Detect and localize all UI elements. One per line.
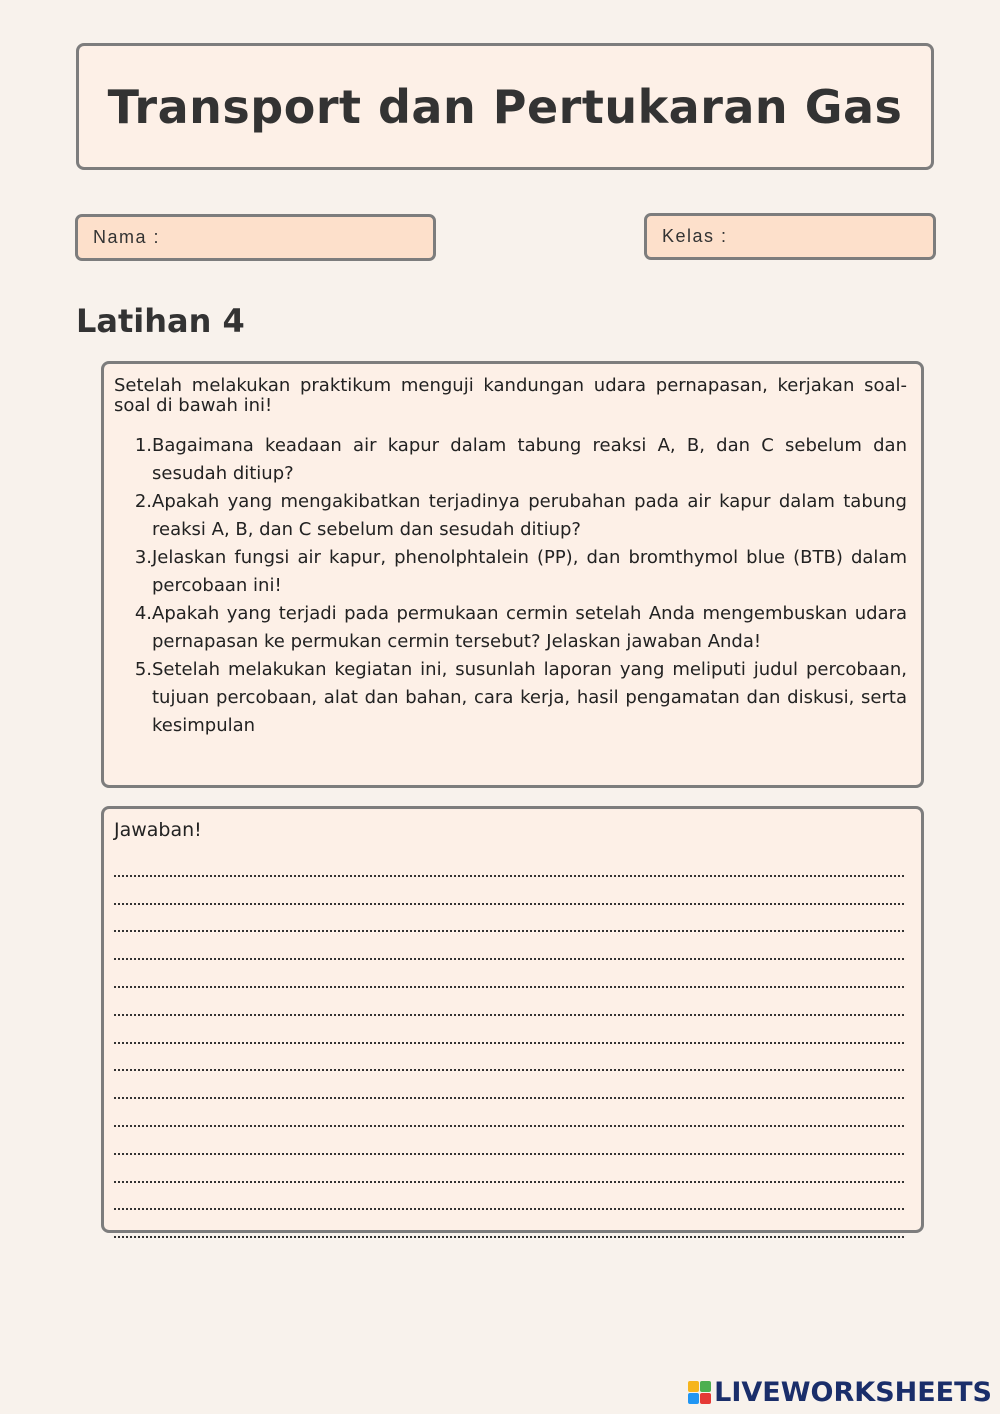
answer-line[interactable] — [114, 960, 904, 988]
answer-line[interactable] — [114, 1155, 904, 1183]
logo-square-icon — [700, 1381, 711, 1392]
question-number: 2. — [134, 491, 152, 512]
answer-line[interactable] — [114, 1016, 904, 1044]
question-item — [114, 656, 907, 740]
answer-line[interactable] — [114, 1210, 904, 1238]
question-text: Apakah yang terjadi pada permukaan cermin setelah Anda mengembuskan udara pernapasan ke permukan cermin tersebut? Jelaskan jawaban Anda! — [152, 603, 907, 652]
question-item — [114, 544, 907, 600]
question-number: 1. — [134, 435, 152, 456]
logo-square-icon — [700, 1393, 711, 1404]
question-number: 5. — [134, 659, 152, 680]
question-number: 3. — [134, 547, 152, 568]
page-title: Transport dan Pertukaran Gas — [107, 79, 903, 134]
nama-label: Nama : — [93, 227, 161, 247]
answer-line[interactable] — [114, 1099, 904, 1127]
liveworksheets-logo — [688, 1377, 992, 1408]
answer-line[interactable] — [114, 1127, 904, 1155]
question-text: Jelaskan fungsi air kapur, phenolphtalein (PP), dan bromthymol blue (BTB) dalam percobaan ini! — [152, 547, 907, 596]
section-heading: Latihan 4 — [76, 302, 245, 340]
answer-line[interactable] — [114, 905, 904, 933]
logo-square-icon — [688, 1393, 699, 1404]
question-box — [101, 361, 924, 788]
answer-line[interactable] — [114, 877, 904, 905]
answer-line[interactable] — [114, 849, 904, 877]
liveworksheets-logo-icon — [688, 1381, 711, 1404]
kelas-label: Kelas : — [662, 226, 728, 246]
question-number: 4. — [134, 603, 152, 624]
answer-label: Jawaban! — [114, 819, 202, 841]
logo-square-icon — [688, 1381, 699, 1392]
answer-line[interactable] — [114, 1183, 904, 1211]
question-item — [114, 488, 907, 544]
title-box — [76, 43, 934, 170]
nama-field[interactable] — [75, 214, 436, 261]
answer-line[interactable] — [114, 1044, 904, 1072]
kelas-field[interactable] — [644, 213, 936, 260]
question-text: Apakah yang mengakibatkan terjadinya perubahan pada air kapur dalam tabung reaksi A, B, dan C sebelum dan sesudah ditiup? — [152, 491, 907, 540]
question-item — [114, 600, 907, 656]
question-text: Setelah melakukan kegiatan ini, susunlah laporan yang meliputi judul percobaan, tujuan percobaan, alat dan bahan, cara kerja, hasil pengamatan dan diskusi, serta kesimpulan — [152, 659, 907, 736]
answer-line[interactable] — [114, 988, 904, 1016]
answer-box[interactable] — [101, 806, 924, 1233]
question-item — [114, 432, 907, 488]
brand-name: LIVEWORKSHEETS — [714, 1377, 992, 1408]
question-intro: Setelah melakukan praktikum menguji kandungan udara pernapasan, kerjakan soal-soal di bawah ini! — [114, 375, 907, 416]
question-list — [114, 432, 907, 740]
answer-line[interactable] — [114, 1071, 904, 1099]
answer-line[interactable] — [114, 932, 904, 960]
question-text: Bagaimana keadaan air kapur dalam tabung reaksi A, B, dan C sebelum dan sesudah ditiup? — [152, 435, 907, 484]
